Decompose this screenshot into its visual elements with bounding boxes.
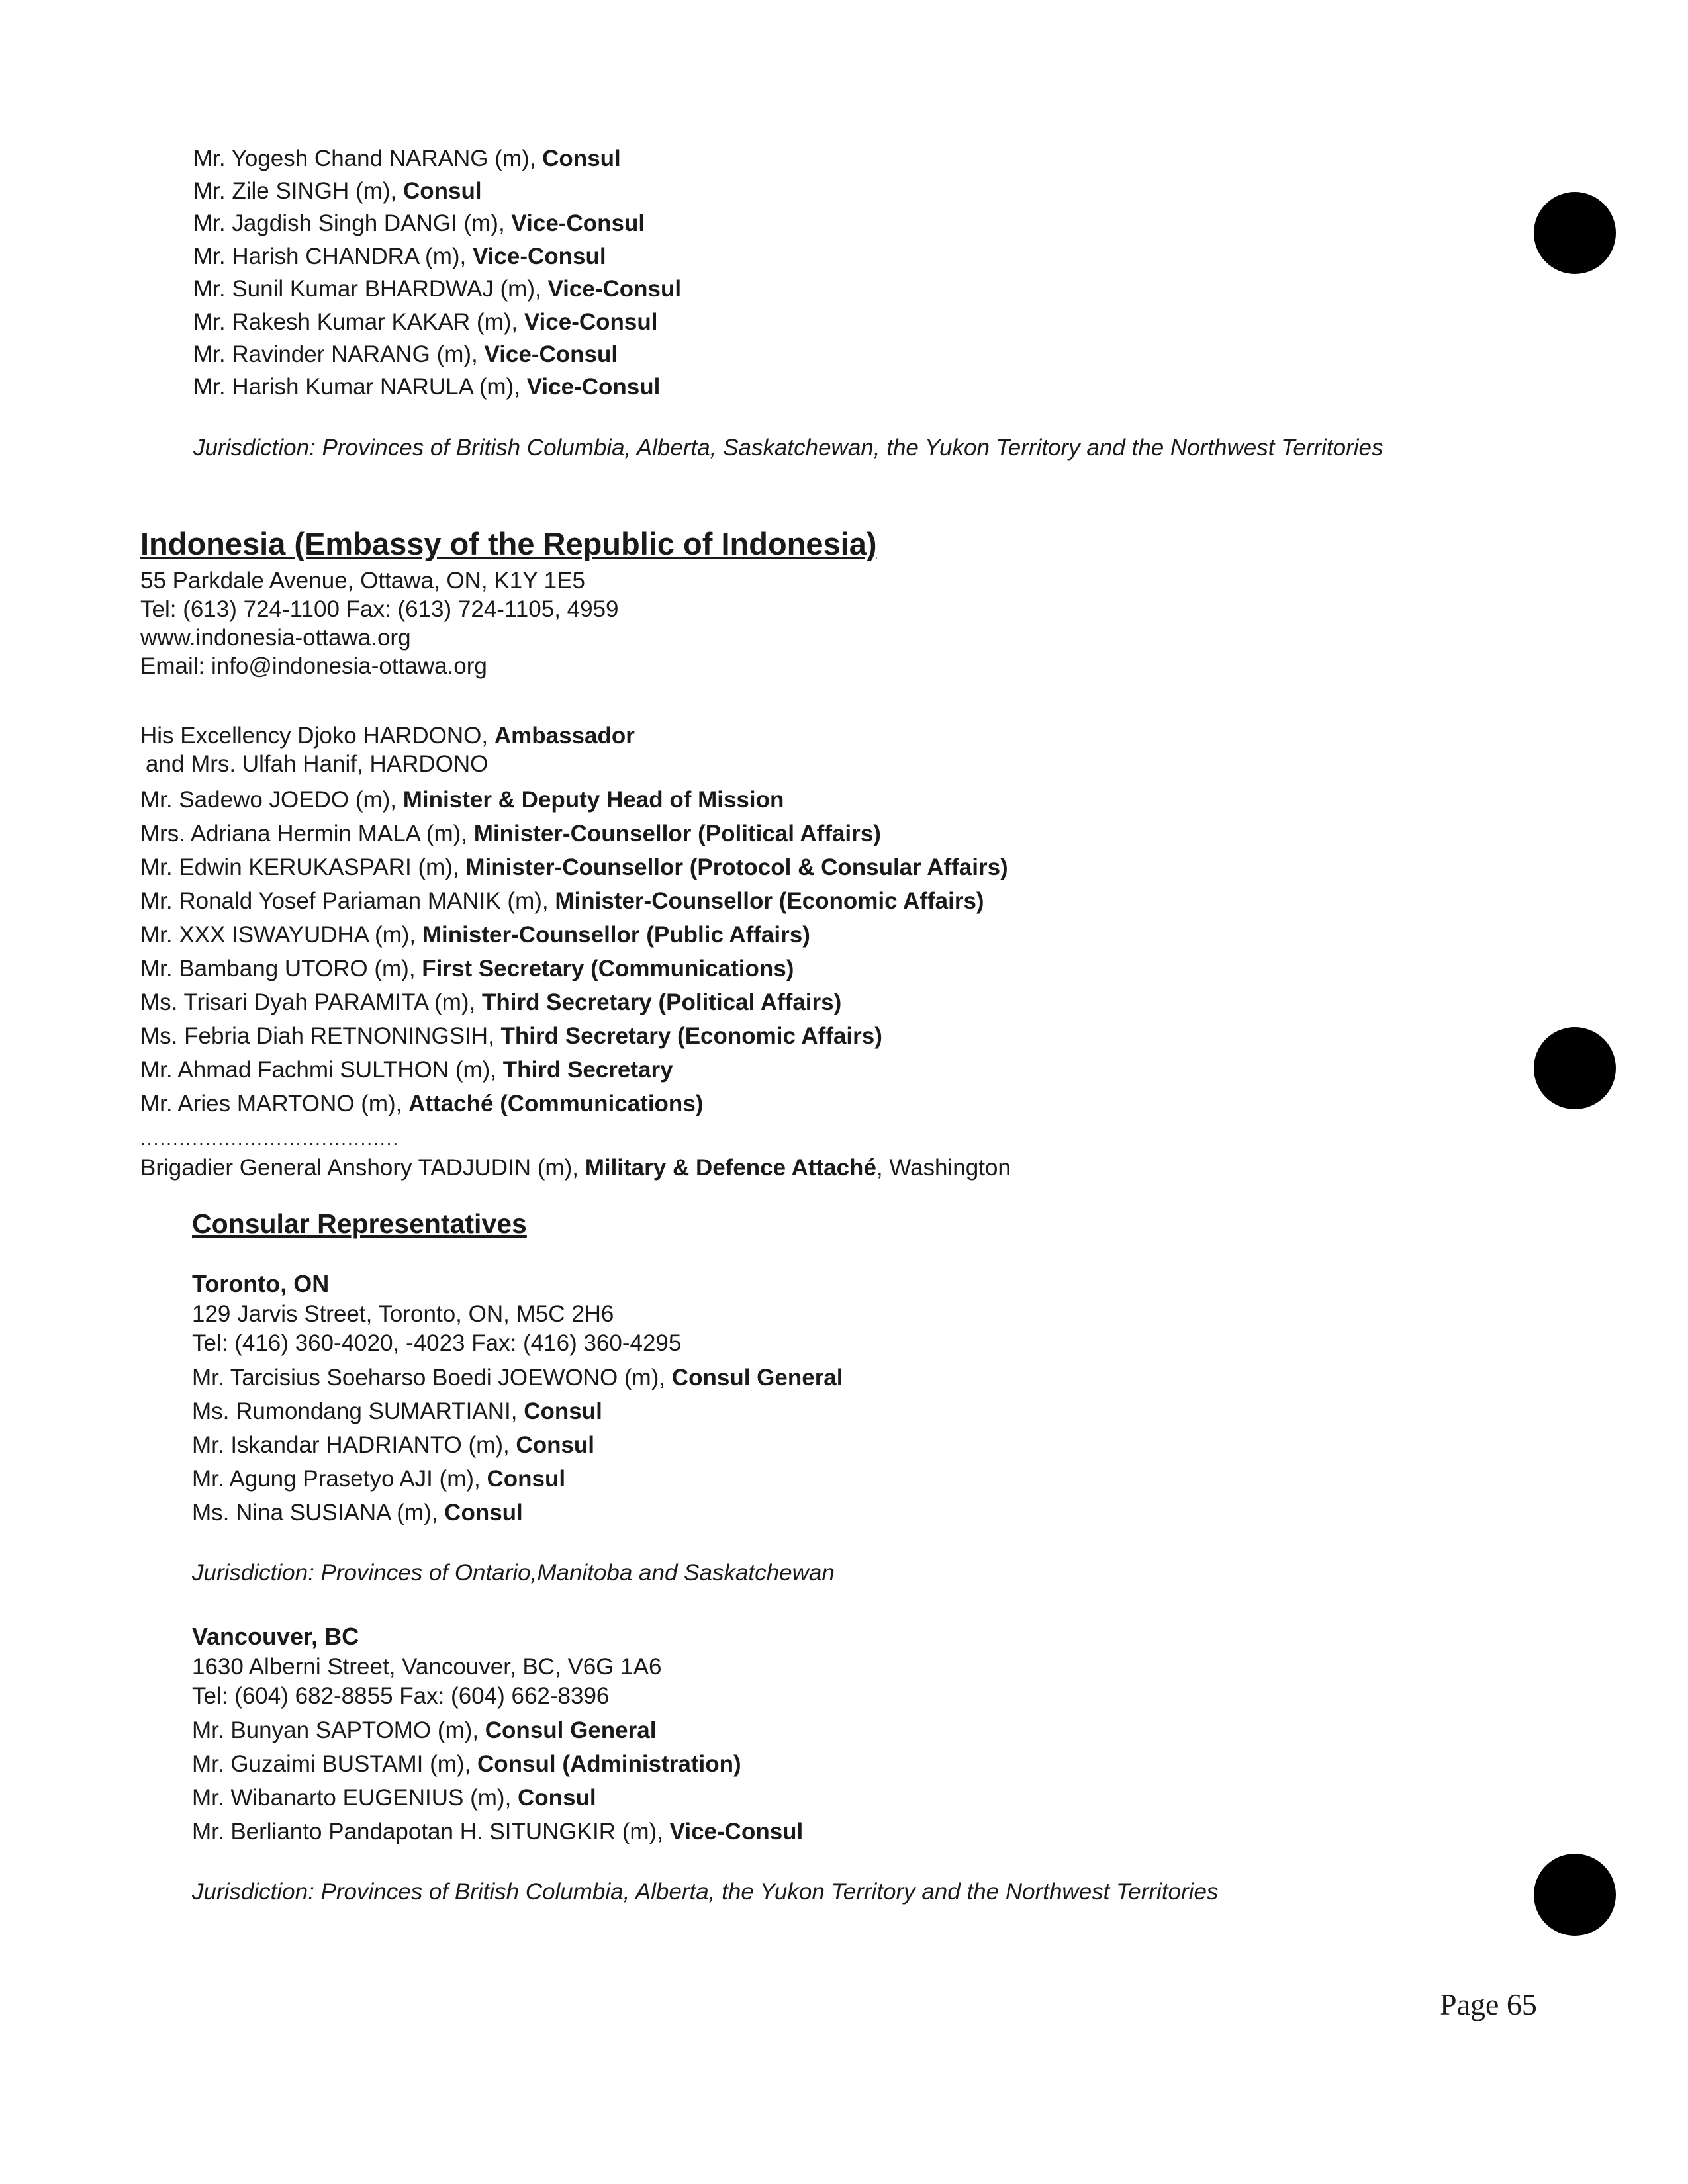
binder-hole-middle xyxy=(1534,1027,1616,1109)
staff-entry: Mr. Yogesh Chand NARANG (m), Consul xyxy=(193,146,621,171)
staff-entry: Mr. Sadewo JOEDO (m), Minister & Deputy Head of Mission xyxy=(140,787,784,813)
staff-entry: Ms. Rumondang SUMARTIANI, Consul xyxy=(192,1398,602,1424)
embassy-address: 55 Parkdale Avenue, Ottawa, ON, K1Y 1E5 xyxy=(140,568,585,594)
staff-entry: Mr. XXX ISWAYUDHA (m), Minister-Counsellor (Public Affairs) xyxy=(140,922,810,948)
binder-hole-bottom xyxy=(1534,1854,1616,1936)
embassy-website: www.indonesia-ottawa.org xyxy=(140,625,411,651)
consulate-phone: Tel: (416) 360-4020, -4023 Fax: (416) 360-4295 xyxy=(192,1330,682,1356)
consulate-city: Vancouver, BC xyxy=(192,1623,359,1650)
staff-entry: Mr. Berlianto Pandapotan H. SITUNGKIR (m), Vice-Consul xyxy=(192,1819,804,1844)
staff-entry: Mr. Ronald Yosef Pariaman MANIK (m), Minister-Counsellor (Economic Affairs) xyxy=(140,888,984,914)
staff-entry: Mr. Harish CHANDRA (m), Vice-Consul xyxy=(193,244,606,269)
staff-entry: Mr. Guzaimi BUSTAMI (m), Consul (Administration) xyxy=(192,1751,741,1777)
jurisdiction-note: Jurisdiction: Provinces of British Columbia, Alberta, the Yukon Territory and the Northwest Territories xyxy=(192,1879,1219,1905)
consular-heading: Consular Representatives xyxy=(192,1208,527,1239)
ambassador-entry: His Excellency Djoko HARDONO, Ambassador xyxy=(140,723,635,749)
staff-entry: Ms. Febria Diah RETNONINGSIH, Third Secretary (Economic Affairs) xyxy=(140,1023,882,1049)
page-number: Page 65 xyxy=(1440,1987,1537,2021)
binder-hole-top xyxy=(1534,192,1616,274)
staff-entry: Ms. Nina SUSIANA (m), Consul xyxy=(192,1500,523,1525)
staff-entry: Mr. Jagdish Singh DANGI (m), Vice-Consul xyxy=(193,210,645,236)
staff-entry: Mr. Edwin KERUKASPARI (m), Minister-Counsellor (Protocol & Consular Affairs) xyxy=(140,854,1008,880)
embassy-phone: Tel: (613) 724-1100 Fax: (613) 724-1105, 4959 xyxy=(140,596,619,622)
staff-entry: Mr. Agung Prasetyo AJI (m), Consul xyxy=(192,1466,566,1492)
staff-entry: Mr. Harish Kumar NARULA (m), Vice-Consul xyxy=(193,374,661,400)
jurisdiction-note: Jurisdiction: Provinces of British Columbia, Alberta, Saskatchewan, the Yukon Territory and the Northwest Territories xyxy=(193,435,1383,461)
staff-entry: Mr. Wibanarto EUGENIUS (m), Consul xyxy=(192,1785,596,1811)
staff-entry: Mr. Ahmad Fachmi SULTHON (m), Third Secretary xyxy=(140,1057,673,1083)
staff-entry: Mr. Tarcisius Soeharso Boedi JOEWONO (m), Consul General xyxy=(192,1365,843,1390)
consulate-city: Toronto, ON xyxy=(192,1270,330,1297)
staff-entry: Ms. Trisari Dyah PARAMITA (m), Third Secretary (Political Affairs) xyxy=(140,989,842,1015)
staff-entry: Mr. Aries MARTONO (m), Attaché (Communications) xyxy=(140,1091,704,1116)
military-attache-entry: Brigadier General Anshory TADJUDIN (m), Military & Defence Attaché, Washington xyxy=(140,1155,1011,1181)
jurisdiction-note: Jurisdiction: Provinces of Ontario,Manitoba and Saskatchewan xyxy=(192,1560,835,1586)
ambassador-spouse: and Mrs. Ulfah Hanif, HARDONO xyxy=(146,751,489,777)
staff-entry: Mr. Zile SINGH (m), Consul xyxy=(193,178,482,204)
staff-entry: Mr. Sunil Kumar BHARDWAJ (m), Vice-Consul xyxy=(193,276,682,302)
staff-entry: Mr. Bunyan SAPTOMO (m), Consul General xyxy=(192,1717,657,1743)
dotted-separator: ........................................ xyxy=(140,1128,400,1149)
embassy-email: Email: info@indonesia-ottawa.org xyxy=(140,653,487,679)
staff-entry: Mr. Bambang UTORO (m), First Secretary (Communications) xyxy=(140,956,794,981)
staff-entry: Mrs. Adriana Hermin MALA (m), Minister-Counsellor (Political Affairs) xyxy=(140,821,881,846)
consulate-address: 1630 Alberni Street, Vancouver, BC, V6G 1A6 xyxy=(192,1654,662,1680)
consulate-address: 129 Jarvis Street, Toronto, ON, M5C 2H6 xyxy=(192,1301,614,1327)
staff-entry: Mr. Ravinder NARANG (m), Vice-Consul xyxy=(193,341,618,367)
consulate-phone: Tel: (604) 682-8855 Fax: (604) 662-8396 xyxy=(192,1683,610,1709)
staff-entry: Mr. Iskandar HADRIANTO (m), Consul xyxy=(192,1432,595,1458)
country-heading: Indonesia (Embassy of the Republic of Indonesia) xyxy=(140,526,877,561)
staff-entry: Mr. Rakesh Kumar KAKAR (m), Vice-Consul xyxy=(193,309,658,335)
